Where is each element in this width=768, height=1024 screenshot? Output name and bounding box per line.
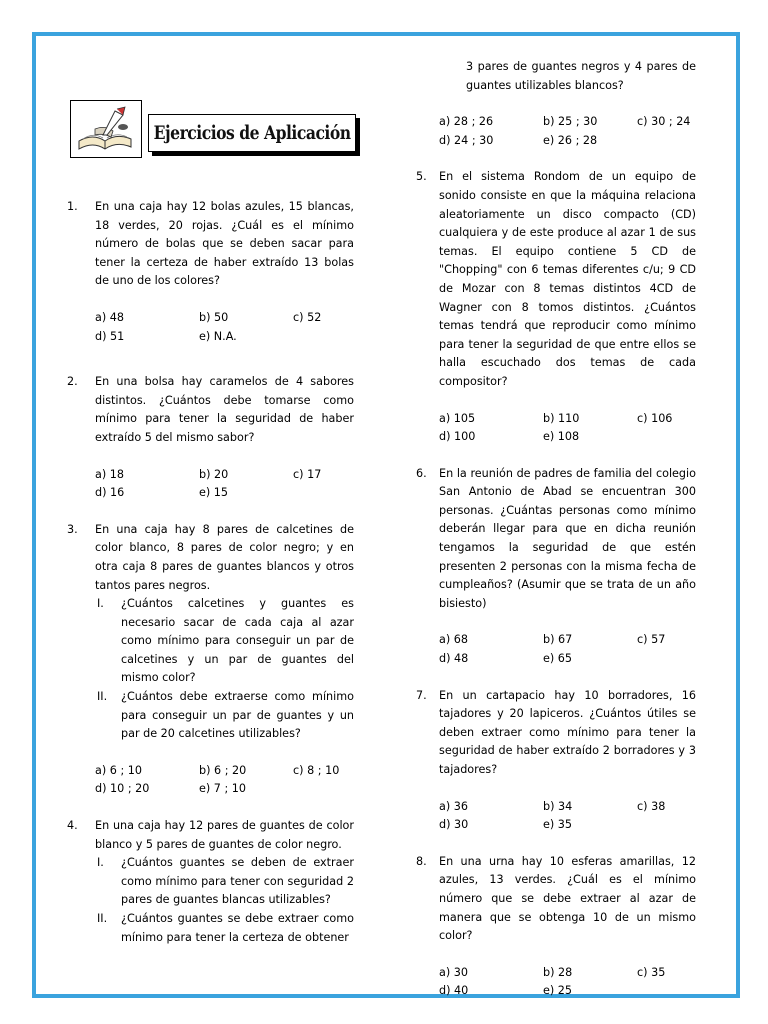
option: d) 30 — [439, 818, 469, 832]
option: b) 20 — [199, 467, 229, 481]
sub-question-text: ¿Cuántos guantes se debe extraer como mínimo para tener la certeza de obtener — [121, 912, 354, 944]
question-4 — [67, 817, 354, 947]
question-text: 3 pares de guantes negros y 4 pares de guantes utilizables blancos? — [466, 60, 696, 92]
option: b) 25 ; 30 — [543, 115, 598, 129]
option: a) 36 — [439, 799, 469, 813]
question-3 — [67, 521, 354, 799]
question-text: En una caja hay 12 bolas azules, 15 blancas, 18 verdes, 20 rojas. ¿Cuál es el mínimo número de bolas que se deben sacar para tener la certeza de haber extraído 13 bolas de uno de los colores? — [95, 200, 354, 288]
sub-question — [95, 910, 354, 947]
question-8 — [416, 853, 696, 1001]
option: c) 17 — [293, 467, 322, 481]
option: c) 38 — [637, 799, 666, 813]
option: b) 6 ; 20 — [199, 763, 247, 777]
option: a) 28 ; 26 — [439, 115, 494, 129]
option: b) 110 — [543, 411, 580, 425]
option: b) 50 — [199, 310, 229, 324]
answer-options — [439, 964, 696, 1001]
question-text: En una caja hay 8 pares de calcetines de color blanco, 8 pares de color negro; y en otra caja 8 pares de guantes blancos y otros tantos pares negros. — [95, 522, 354, 592]
question-number: 6. — [416, 466, 427, 480]
sub-question-text: ¿Cuántos guantes se deben de extraer como mínimo para tener con seguridad 2 pares de guantes blancas utilizables? — [121, 856, 354, 907]
option: d) 40 — [439, 984, 469, 998]
answer-options — [95, 309, 354, 346]
option: c) 35 — [637, 965, 666, 979]
question-text: En una bolsa hay caramelos de 4 sabores distintos. ¿Cuántos debe tomarse como mínimo para tener la seguridad de haber extraído 5 del mismo sabor? — [95, 375, 354, 444]
question-5 — [416, 168, 696, 446]
option: a) 105 — [439, 411, 476, 425]
option: e) 15 — [199, 486, 229, 500]
option: c) 52 — [293, 310, 322, 324]
option: c) 30 ; 24 — [637, 115, 691, 129]
option: b) 34 — [543, 799, 573, 813]
option: d) 24 ; 30 — [439, 133, 494, 147]
option: d) 100 — [439, 430, 476, 444]
answer-options — [439, 113, 696, 150]
option: e) 7 ; 10 — [199, 782, 247, 796]
option: e) N.A. — [199, 329, 237, 343]
section-header — [70, 100, 358, 158]
sub-question-number: II. — [97, 912, 108, 925]
option: e) 25 — [543, 984, 573, 998]
option: a) 18 — [95, 467, 125, 481]
sub-question — [95, 688, 354, 744]
question-number: 1. — [67, 200, 78, 213]
sub-question-number: II. — [97, 690, 108, 704]
option: e) 65 — [543, 652, 573, 666]
option: a) 68 — [439, 633, 469, 647]
sub-question-text: ¿Cuántos calcetines y guantes es necesario sacar de cada caja al azar como mínimo para conseguir un par de calcetines y un par de guantes del mismo color? — [121, 597, 354, 685]
question-text: En una urna hay 10 esferas amarillas, 12 azules, 13 verdes. ¿Cuál es el mínimo número que se debe extraer al azar de manera que se obtenga 10 de un mismo color? — [439, 854, 696, 943]
option: a) 48 — [95, 310, 125, 324]
answer-options — [439, 631, 696, 668]
question-text: En el sistema Rondom de un equipo de sonido consiste en que la máquina relaciona aleatoriamente un disco compacto (CD) cualquiera y de este produce al azar 1 de sus temas. El equipo contiene 5 CD de "Chopping" con 6 temas diferentes c/u; 9 CD de Mozar con 8 temas distintos 4CD de Wagner con 8 tomos distintos. ¿Cuántos temas tendrá que reproducir como mínimo para tener la seguridad de que entre ellos se halla escuchado dos temas de cada compositor? — [439, 170, 696, 388]
option: d) 16 — [95, 486, 125, 500]
question-number: 7. — [416, 688, 427, 702]
answer-options — [439, 798, 696, 835]
sub-question-number: I. — [97, 856, 104, 870]
option: d) 48 — [439, 652, 469, 666]
option: d) 10 ; 20 — [95, 782, 150, 796]
option: b) 28 — [543, 965, 573, 979]
question-number: 4. — [67, 819, 78, 833]
question-7 — [416, 687, 696, 835]
question-1 — [67, 198, 354, 346]
question-number: 3. — [67, 522, 78, 536]
sub-question — [95, 595, 354, 688]
page-title: Ejercicios de Aplicación — [153, 122, 351, 144]
answer-options — [95, 762, 354, 799]
question-number: 8. — [416, 854, 427, 868]
option: b) 67 — [543, 633, 573, 647]
option: e) 35 — [543, 818, 573, 832]
option: c) 8 ; 10 — [293, 763, 340, 777]
option: e) 108 — [543, 430, 580, 444]
question-number: 2. — [67, 375, 78, 389]
question-2 — [67, 373, 354, 503]
option: a) 6 ; 10 — [95, 763, 143, 777]
option: a) 30 — [439, 965, 469, 979]
answer-options — [439, 410, 696, 447]
option: d) 51 — [95, 329, 125, 343]
sub-question — [95, 854, 354, 910]
question-text: En la reunión de padres de familia del colegio San Antonio de Abad se encuentran 300 personas. ¿Cuántas personas como mínimo deberán llegar para que en dicha reunión tengamos la seguridad de que estén presenten 2 personas con la misma fecha de cumpleaños? (Asumir que se trata de un año bisiesto) — [439, 466, 696, 610]
title-frame — [148, 114, 356, 152]
right-column — [416, 58, 696, 1001]
question-4-continued — [416, 58, 696, 150]
question-text: En una caja hay 12 pares de guantes de color blanco y 5 pares de guantes de color negro. — [95, 819, 354, 851]
question-text: En un cartapacio hay 10 borradores, 16 tajadores y 20 lapiceros. ¿Cuántos útiles se deben extraer como mínimo para tener la seguridad de haber extraído 2 borradores y 3 tajadores? — [439, 688, 696, 776]
question-6 — [416, 465, 696, 669]
option: c) 57 — [637, 633, 666, 647]
left-column — [67, 198, 354, 947]
option: c) 106 — [637, 411, 673, 425]
sub-question-text: ¿Cuántos debe extraerse como mínimo para conseguir un par de guantes y un par de 20 calcetines utilizables? — [121, 690, 354, 741]
sub-question-number: I. — [97, 597, 104, 611]
answer-options — [95, 466, 354, 503]
question-number: 5. — [416, 170, 427, 184]
option: e) 26 ; 28 — [543, 133, 598, 147]
book-quill-icon — [70, 100, 142, 158]
